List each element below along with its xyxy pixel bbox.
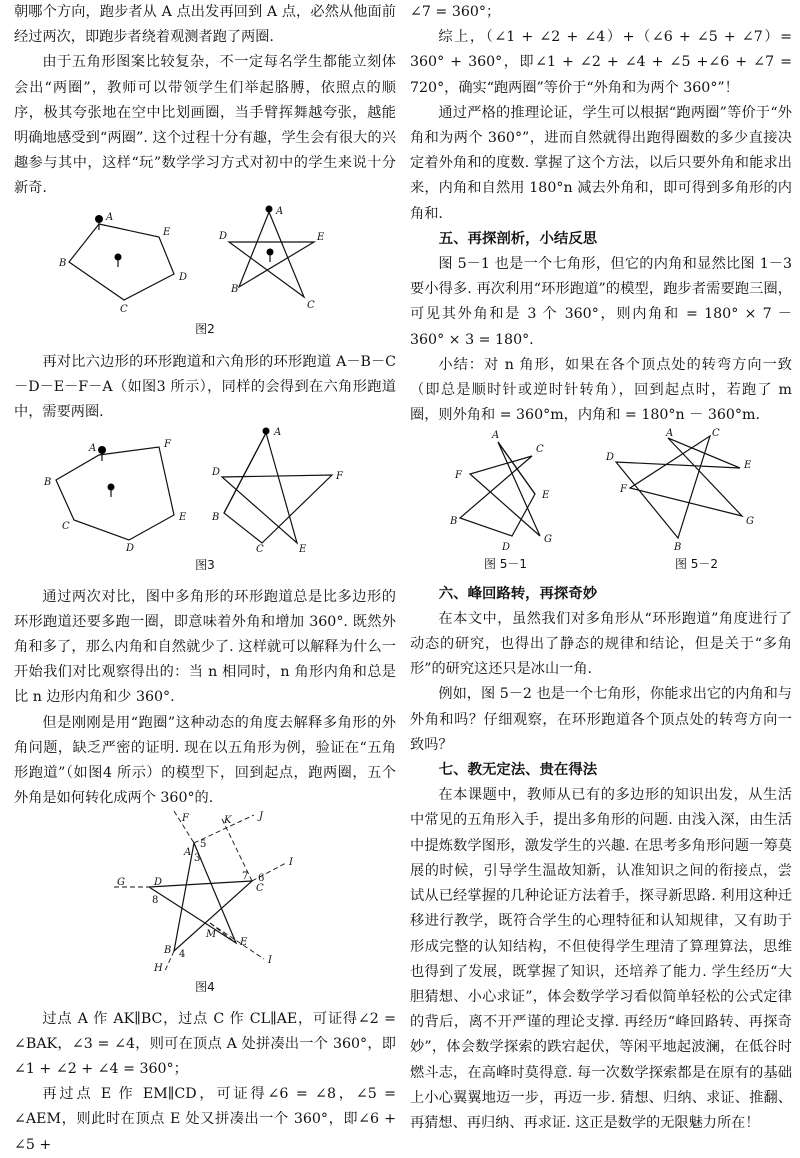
label-A: A <box>106 211 114 223</box>
paragraph: 在本文中，虽然我们对多角形从“环形跑道”角度进行了动态的研究，也得出了静态的规律和结论，但是关于“多角形”的研究这还只是冰山一角. <box>410 610 792 678</box>
label-B: B <box>450 516 458 528</box>
right-column <box>410 0 792 1136</box>
angle-3: 5 <box>200 839 207 851</box>
runner-icon <box>263 428 270 435</box>
label-A: A <box>492 430 500 442</box>
runner-icon <box>266 205 273 212</box>
label-C: C <box>62 521 70 533</box>
paragraph: 但是刚刚是用“跑圈”这种动态的角度去解释多角形的外角问题，缺乏严密的证明. 现在以五角形为例，验证在“五角形跑道”（如图4 所示）的模型下，回到起点，跑两圈，五个外角是如何转化成两个 360°的. <box>14 714 396 807</box>
label-B: B <box>674 542 682 553</box>
paragraph: 过点 A 作 AK∥BC，过点 C 作 CL∥AE，可证得∠2 = ∠BAK，∠3 = ∠4，则可在顶点 A 处拼凑出一个 360°，即∠1 + ∠2 + ∠4 = 360°； <box>14 1010 396 1078</box>
label-F: F <box>620 484 627 496</box>
observer-icon <box>267 248 274 262</box>
label-C: C <box>256 544 264 554</box>
label-H: H <box>154 963 163 975</box>
star-track <box>222 433 332 543</box>
left-column <box>14 0 396 1158</box>
label-E: E <box>299 544 307 554</box>
figure-4-caption: 图4 <box>195 980 215 995</box>
label-C: C <box>256 883 264 895</box>
figure-5 <box>410 428 792 552</box>
angle-2: 4 <box>179 949 186 961</box>
label-D: D <box>154 877 163 889</box>
paragraph: 再对比六边形的环形跑道和六角形的环形跑道 A－B－C－D－E－F－A（如图3 所示），同样的会得到在六角形跑道中，需要两圈. <box>14 353 396 421</box>
paragraph: 小结：对 n 角形，如果在各个顶点处的转弯方向一致（即总是顺时针或逆时针转角），回到起点时，若跑了 m 圈，则外角和 = 360°m，内角和 = 180°n － 360°m. <box>410 356 792 424</box>
figure-5-captions <box>410 552 792 577</box>
star-track-closing <box>224 433 266 513</box>
figure-2 <box>14 202 396 317</box>
label-M: M <box>206 929 217 941</box>
paragraph: 图 5－1 也是一个七角形，但它的内角和显然比图 1－3 要小得多. 再次利用“环形跑道”的模型，跑步者需要跑三圈，可见其外角和是 3 个 360°，则内角和 = 180° × 7 － 360° × 3 = 180°. <box>410 256 792 348</box>
label-A: A <box>274 427 282 439</box>
paragraph: 综上，（∠1 + ∠2 + ∠4）+（∠6 + ∠5 + ∠7）= 360° + 360°，即∠1 + ∠2 + ∠4 + ∠5 +∠6 + ∠7 = 720°，确实“跑两圈”等价于“外角和为两个 360°”！ <box>410 29 792 96</box>
label-C: C <box>712 428 720 440</box>
star-abcde <box>149 843 252 951</box>
label-F: F <box>182 813 189 825</box>
angle-6: 8 <box>152 895 159 907</box>
label-D: D <box>212 467 221 479</box>
paragraph: 朝哪个方向，跑步者从 A 点出发再回到 A 点，必然从他面前经过两次，即跑步者绕着观测者跑了两圈. <box>14 4 396 46</box>
figure-2-caption: 图2 <box>195 321 215 336</box>
label-B: B <box>212 512 220 524</box>
paragraph: 通过两次对比，图中多角形的环形跑道总是比多边形的环形跑道还要多跑一圈，即意味着外角和增加 360°. 既然外角和多了，那么内角和自然就少了. 这样就可以解释为什么一开始我们对比观察得出的：当 n 相同时，n 角形内角和总是比 n 边形内角和少 360°. <box>14 588 396 706</box>
heptagram-closing <box>498 442 535 494</box>
label-E: E <box>240 937 248 949</box>
label-B: B <box>44 477 52 489</box>
figure-3 <box>14 425 396 553</box>
figure-3-diagram <box>14 425 396 553</box>
label-D: D <box>126 543 135 554</box>
angle-5: 7 <box>242 871 249 883</box>
label-D: D <box>502 542 511 553</box>
label-E: E <box>163 226 171 238</box>
label-A: A <box>184 847 192 859</box>
label-C: C <box>536 444 544 456</box>
observer-icon <box>108 484 115 498</box>
label-B: B <box>59 257 67 269</box>
label-A: A <box>89 443 97 455</box>
heptagram-7-3 <box>460 442 540 536</box>
section-heading-6: 六、峰回路转，再探奇妙 <box>438 585 598 602</box>
label-E: E <box>542 490 550 502</box>
label-G: G <box>746 516 754 528</box>
section-heading-7: 七、教无定法、贵在得法 <box>438 762 598 779</box>
label-F: F <box>336 471 343 483</box>
label-D: D <box>219 230 228 242</box>
figure-5-2-caption: 图 5－2 <box>674 557 719 572</box>
label-C: C <box>120 303 128 315</box>
pentagon-track <box>69 224 174 300</box>
label-J: I <box>289 857 293 869</box>
figure-2-diagram <box>14 202 396 317</box>
paragraph: ∠7 = 360°； <box>410 4 501 20</box>
section-heading-5: 五、再探剖析，小结反思 <box>438 230 598 247</box>
label-E: E <box>744 460 752 472</box>
label-K: J <box>259 811 264 823</box>
hexagon-track <box>56 447 174 540</box>
angle-1: 3 <box>194 853 201 865</box>
figure-4-diagram <box>14 811 396 975</box>
paragraph: 再过点 E 作 EM∥CD，可证得∠6 = ∠8，∠5 = ∠AEM，则此时在顶点 E 处又拼凑出一个 360°，即∠6 + ∠5 + <box>14 1086 396 1153</box>
label-E: E <box>179 512 187 524</box>
angle-4: 6 <box>258 873 265 885</box>
label-D: D <box>179 271 188 283</box>
observer-icon <box>115 253 122 267</box>
label-L: K <box>224 815 232 827</box>
label-B: B <box>231 283 239 295</box>
label-G: G <box>117 877 125 889</box>
runner-icon <box>98 446 106 461</box>
label-F: F <box>455 470 462 482</box>
paragraph: 例如，图 5－2 也是一个七角形，你能求出它的内角和与外角和吗？仔细观察，在环形跑道各个顶点处的转弯方向一致吗？ <box>410 686 792 753</box>
label-B: B <box>164 945 172 957</box>
label-G: G <box>544 534 552 546</box>
label-I: I <box>268 955 272 967</box>
label-E: E <box>317 231 325 243</box>
label-D: D <box>606 452 615 464</box>
paragraph: 通过严格的推理论证，学生可以根据“跑两圈”等价于“外角和为两个 360°”，进而自然就得出跑得圈数的多少直接决定着外角和的度数. 掌握了这个方法，以后只要外角和能求出来，内角和自然用 180°n 减去外角和，即可得到多角形的内角和. <box>410 104 792 222</box>
label-A: A <box>666 428 674 440</box>
figure-5-1-caption: 图 5－1 <box>483 557 528 572</box>
heptagram-irregular-closing <box>668 438 740 468</box>
label-F: F <box>164 439 171 451</box>
paragraph: 由于五角形图案比较复杂，不一定每名学生都能立刻体会出“两圈”，教师可以带领学生们举起胳膊，依照点的顺序，极其夸张地在空中比划画圈，当手臂挥舞越夸张，越能明确地感受到“两圈”. 这个过程十分有趣，学生会有很大的兴趣参与其中，这样“玩”数学学习方式对初中的学生来说十分新奇. <box>14 54 396 197</box>
label-A: A <box>276 205 284 217</box>
heptagram-irregular <box>616 436 742 538</box>
figure-5-diagrams <box>410 428 792 552</box>
paragraph: 在本课题中，教师从已有的多边形的知识出发，从生活中常见的五角形入手，提出多角形的问题. 由浅入深，由生活中提炼数学图形，激发学生的兴趣. 在思考多角形问题一筹莫展的时候，引导学生温故知新，认准知识之间的衔接点，尝试从已经掌握的几种论证方法着手，探寻新思路. 利用这种迁移进行教学，既符合学生的心理特征和认知规律，又有助于形成完整的认知结构，不但使得学生理清了算理算法，思维也得到了发展，既掌握了知识，还培养了能力. 学生经历“大胆猜想、小心求证”，体会数学学习看似简单轻松的公式定律的背后，离不开严谨的理论支撑. 再经历“峰回路转、再探奇妙”，体会数学探索的跌宕起伏，等闲平地起波澜，在低谷时燃斗志，在高峰时莫得意. 每一次数学探索都是在原有的基础上小心翼翼地迈一步，再迈一步. 猜想、归纳、求证、推翻、再猜想、再归纳、再求证. 这正是数学的无限魅力所在！ <box>410 787 792 1131</box>
figure-4 <box>14 811 396 975</box>
figure-3-caption: 图3 <box>195 558 215 573</box>
line-EI <box>210 923 264 959</box>
label-C: C <box>307 299 315 311</box>
